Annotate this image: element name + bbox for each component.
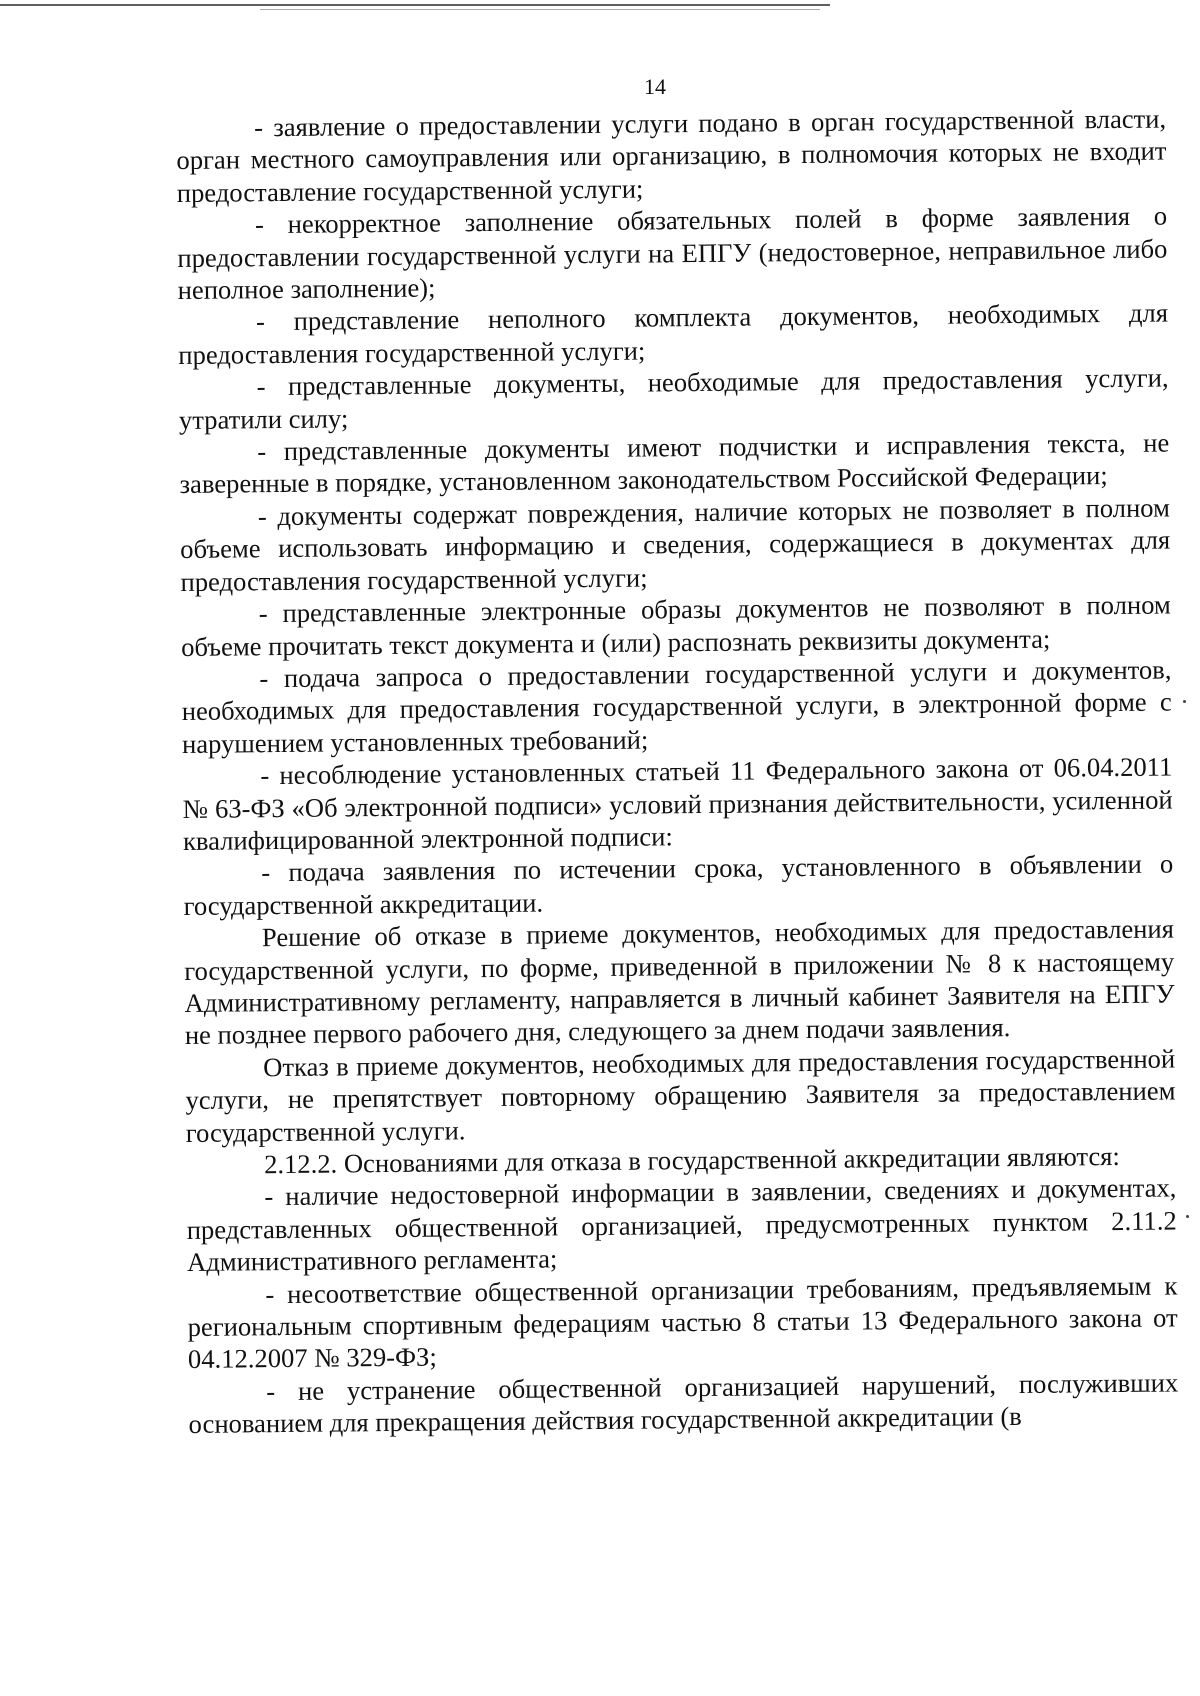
list-item-erasures: - представленные документы имеют подчистки и исправления текста, не заверенные в порядке, установленном законодательством Российской Федерации; <box>179 427 1170 500</box>
scan-edge-line <box>0 4 830 6</box>
list-item-damaged-documents: - документы содержат повреждения, наличие которых не позволяет в полном объеме использовать информацию и сведения, содержащиеся в документах для предоставления государственной услуги; <box>180 492 1171 597</box>
list-item-expired-documents: - представленные документы, необходимые для предоставления услуги, утратили силу; <box>178 362 1169 435</box>
list-item-electronic-violations: - подача запроса о предоставлении государственной услуги и документов, необходимых для предоставления государственной услуги, в электронной форме с нарушением установленных требований; <box>181 654 1172 759</box>
scan-edge-line-secondary <box>260 9 820 10</box>
list-item-false-information: - наличие недостоверной информации в заявлении, сведениях и документах, представленных общественной организацией, предусмотренных пунктом 2.11.2 Административного регламента; <box>186 1172 1177 1278</box>
list-item-late-submission: - подача заявления по истечении срока, установленного в объявлении о государственной аккредитации. <box>183 848 1174 921</box>
section-heading-2-12-2: 2.12.2. Основаниями для отказа в государственной аккредитации являются: <box>263 1140 1120 1180</box>
paragraph-refusal-decision: Решение об отказе в приеме документов, необходимых для предоставления государственной услуги, по форме, приведенной в приложении № 8 к настоящему Административному регламенту, направляется в личный кабинет Заявителя на ЕПГУ не позднее первого рабочего дня, следующего за днем подачи заявления. <box>184 913 1175 1051</box>
list-item-violations-not-eliminated: - не устранение общественной организацией нарушений, послуживших основанием для прекращения действия государственной аккредитации (в <box>188 1367 1179 1440</box>
document-body <box>176 102 1179 1440</box>
list-item-incorrect-fields: - некорректное заполнение обязательных полей в форме заявления о предоставлении государственной услуги на ЕПГУ (недостоверное, неправильное либо неполное заполнение); <box>177 200 1168 306</box>
list-item-unreadable-scans: - представленные электронные образы документов не позволяют в полном объеме прочитать текст документа и (или) распознать реквизиты документа; <box>180 589 1171 662</box>
scan-speck <box>1186 1215 1189 1218</box>
page-number: 14 <box>644 74 666 99</box>
list-item-wrong-authority: - заявление о предоставлении услуги подано в орган государственной власти, орган местного самоуправления или организацию, в полномочия которых не входит предоставление государственной услуги; <box>176 103 1167 208</box>
paragraph-refusal-not-obstacle: Отказ в приеме документов, необходимых для предоставления государственной услуги, не препятствует повторному обращению Заявителя за предоставлением государственной услуги. <box>185 1043 1176 1148</box>
list-item-incomplete-documents: - представление неполного комплекта документов, необходимых для предоставления государственной услуги; <box>178 297 1169 370</box>
scan-speck <box>1183 700 1186 703</box>
list-item-nonconformity: - несоответствие общественной организации требованиям, предъявляемым к региональным спортивным федерациям частью 8 статьи 13 Федерального закона от 04.12.2007 № 329-ФЗ; <box>187 1270 1178 1375</box>
list-item-signature-validity: - несоблюдение установленных статьей 11 Федерального закона от 06.04.2011 № 63-ФЗ «Об электронной подписи» условий признания действительности, усиленной квалифицированной электронной подписи: <box>182 751 1173 856</box>
